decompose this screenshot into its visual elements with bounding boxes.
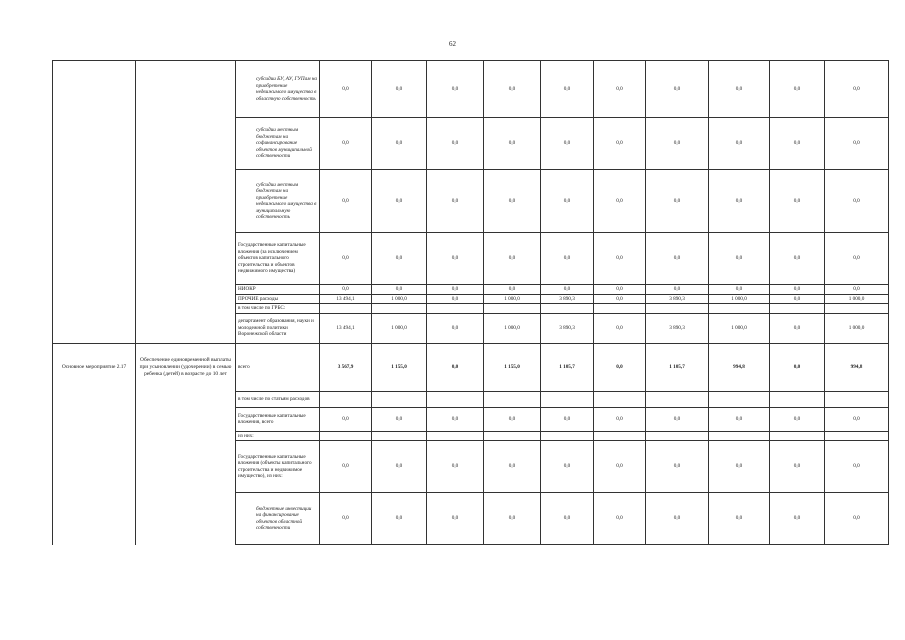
activity-name-cell <box>136 431 236 441</box>
value-cell: 0,0 <box>825 285 889 295</box>
value-cell: 0,0 <box>646 493 709 545</box>
activity-name-cell <box>136 170 236 233</box>
expense-description-cell: в том числе по ГРБС: <box>236 304 320 314</box>
value-cell: 1 000,0 <box>372 313 427 343</box>
activity-code-cell <box>53 285 136 295</box>
value-cell: 0,0 <box>594 61 646 118</box>
value-cell: 1 000,0 <box>709 313 770 343</box>
table-row <box>53 431 889 441</box>
value-cell: 1 000,0 <box>484 313 541 343</box>
activity-code-cell <box>53 441 136 493</box>
value-cell: 0,0 <box>594 294 646 304</box>
table-row <box>53 170 889 233</box>
value-cell: 0,0 <box>825 441 889 493</box>
value-cell <box>541 391 594 407</box>
table-row <box>53 233 889 285</box>
value-cell: 0,0 <box>372 118 427 170</box>
value-cell: 1 105,7 <box>646 343 709 391</box>
value-cell: 3 567,9 <box>320 343 372 391</box>
value-cell: 0,0 <box>594 118 646 170</box>
value-cell: 3 890,3 <box>646 313 709 343</box>
value-cell: 0,0 <box>594 170 646 233</box>
value-cell: 3 890,3 <box>541 294 594 304</box>
value-cell <box>320 431 372 441</box>
value-cell <box>541 431 594 441</box>
activity-name-cell <box>136 313 236 343</box>
expense-description-cell: ПРОЧИЕ расходы <box>236 294 320 304</box>
activity-code-cell <box>53 431 136 441</box>
value-cell: 3 890,3 <box>646 294 709 304</box>
value-cell <box>484 391 541 407</box>
value-cell <box>825 391 889 407</box>
activity-code-cell <box>53 233 136 285</box>
value-cell: 0,0 <box>427 170 484 233</box>
value-cell: 0,0 <box>709 493 770 545</box>
value-cell: 0,0 <box>484 407 541 431</box>
table-row <box>53 61 889 118</box>
activity-name-cell <box>136 118 236 170</box>
value-cell: 0,0 <box>320 407 372 431</box>
value-cell: 0,0 <box>825 233 889 285</box>
value-cell: 0,0 <box>484 441 541 493</box>
activity-name-cell <box>136 61 236 118</box>
value-cell: 0,0 <box>646 407 709 431</box>
value-cell: 13 494,1 <box>320 313 372 343</box>
value-cell: 0,0 <box>825 170 889 233</box>
activity-code-cell <box>53 493 136 545</box>
value-cell: 0,0 <box>427 118 484 170</box>
value-cell: 1 155,0 <box>484 343 541 391</box>
activity-code-cell: Основное мероприятие 2.17 <box>53 343 136 391</box>
value-cell: 0,0 <box>320 493 372 545</box>
expense-description-cell: в том числе по статьям расходов <box>236 391 320 407</box>
activity-code-cell <box>53 407 136 431</box>
value-cell: 0,0 <box>541 61 594 118</box>
expense-description-cell: Государственные капитальные вложения (объекты капитального строительства и недвижимое имущество), из них: <box>236 441 320 493</box>
value-cell: 0,0 <box>646 233 709 285</box>
value-cell: 0,0 <box>594 493 646 545</box>
value-cell <box>427 304 484 314</box>
value-cell: 1 000,0 <box>484 294 541 304</box>
value-cell <box>646 431 709 441</box>
value-cell: 0,0 <box>646 441 709 493</box>
value-cell: 0,0 <box>427 493 484 545</box>
value-cell <box>372 431 427 441</box>
activity-name-cell <box>136 233 236 285</box>
value-cell: 0,0 <box>770 407 825 431</box>
table-row <box>53 391 889 407</box>
activity-code-cell <box>53 391 136 407</box>
activity-name-cell <box>136 441 236 493</box>
value-cell: 0,0 <box>770 118 825 170</box>
value-cell <box>709 431 770 441</box>
expense-description-cell: НИОКР <box>236 285 320 295</box>
value-cell: 0,0 <box>770 441 825 493</box>
table-row <box>53 285 889 295</box>
activity-code-cell <box>53 294 136 304</box>
value-cell: 1 000,0 <box>825 313 889 343</box>
value-cell <box>541 304 594 314</box>
activity-name-cell <box>136 285 236 295</box>
value-cell: 0,0 <box>320 170 372 233</box>
value-cell: 0,0 <box>484 61 541 118</box>
value-cell: 0,0 <box>372 61 427 118</box>
activity-name-cell <box>136 391 236 407</box>
expense-description-cell: из них: <box>236 431 320 441</box>
table-row <box>53 343 889 391</box>
value-cell: 0,0 <box>484 170 541 233</box>
expense-description-cell: всего <box>236 343 320 391</box>
value-cell: 0,0 <box>770 313 825 343</box>
table-row <box>53 407 889 431</box>
value-cell: 0,0 <box>709 118 770 170</box>
value-cell: 1 000,0 <box>372 294 427 304</box>
table-row <box>53 441 889 493</box>
activity-name-cell <box>136 493 236 545</box>
value-cell <box>594 304 646 314</box>
value-cell <box>427 391 484 407</box>
value-cell <box>594 431 646 441</box>
value-cell <box>770 431 825 441</box>
value-cell: 0,0 <box>320 61 372 118</box>
value-cell: 994,8 <box>825 343 889 391</box>
value-cell: 0,0 <box>825 118 889 170</box>
table-row <box>53 304 889 314</box>
expense-description-cell: субсидии БУ, АУ, ГУПам на приобретение недвижимого имущества в областную собственность <box>236 61 320 118</box>
value-cell: 0,0 <box>427 285 484 295</box>
value-cell: 0,0 <box>541 118 594 170</box>
value-cell: 0,0 <box>427 441 484 493</box>
value-cell: 0,0 <box>541 233 594 285</box>
activity-code-cell <box>53 313 136 343</box>
expense-description-cell: бюджетные инвестиции на финансирование объектов областной собственности <box>236 493 320 545</box>
value-cell: 0,0 <box>709 441 770 493</box>
activity-code-cell <box>53 118 136 170</box>
value-cell: 0,0 <box>825 493 889 545</box>
value-cell <box>709 304 770 314</box>
value-cell: 0,0 <box>770 170 825 233</box>
value-cell: 0,0 <box>372 285 427 295</box>
value-cell: 0,0 <box>427 313 484 343</box>
activity-name-cell <box>136 304 236 314</box>
activity-code-cell <box>53 170 136 233</box>
value-cell: 0,0 <box>770 343 825 391</box>
value-cell: 0,0 <box>372 233 427 285</box>
value-cell: 0,0 <box>427 61 484 118</box>
value-cell: 1 000,0 <box>825 294 889 304</box>
value-cell: 0,0 <box>484 118 541 170</box>
value-cell <box>594 391 646 407</box>
value-cell: 1 105,7 <box>541 343 594 391</box>
value-cell: 0,0 <box>594 407 646 431</box>
value-cell: 0,0 <box>427 294 484 304</box>
value-cell: 0,0 <box>427 233 484 285</box>
value-cell <box>709 391 770 407</box>
value-cell: 0,0 <box>709 170 770 233</box>
value-cell: 0,0 <box>427 407 484 431</box>
value-cell: 0,0 <box>594 233 646 285</box>
value-cell: 0,0 <box>709 407 770 431</box>
table-row <box>53 313 889 343</box>
value-cell <box>646 304 709 314</box>
value-cell: 0,0 <box>541 493 594 545</box>
value-cell: 13 494,1 <box>320 294 372 304</box>
value-cell <box>320 304 372 314</box>
value-cell: 0,0 <box>770 294 825 304</box>
expense-description-cell: Государственные капитальные вложения, всего <box>236 407 320 431</box>
value-cell <box>770 304 825 314</box>
value-cell: 0,0 <box>709 285 770 295</box>
value-cell: 0,0 <box>825 61 889 118</box>
value-cell <box>372 304 427 314</box>
value-cell: 0,0 <box>709 233 770 285</box>
value-cell: 0,0 <box>320 441 372 493</box>
value-cell <box>825 431 889 441</box>
value-cell: 994,8 <box>709 343 770 391</box>
value-cell: 0,0 <box>770 285 825 295</box>
value-cell: 0,0 <box>372 493 427 545</box>
value-cell: 0,0 <box>646 118 709 170</box>
value-cell: 0,0 <box>372 407 427 431</box>
expense-description-cell: субсидии местным бюджетам на софинансирование объектов муниципальной собственности <box>236 118 320 170</box>
value-cell <box>646 391 709 407</box>
value-cell: 0,0 <box>484 493 541 545</box>
value-cell: 0,0 <box>372 170 427 233</box>
expense-description-cell: Государственные капитальные вложения (за исключением объектов капитального строительства и объектов недвижимого имущества) <box>236 233 320 285</box>
value-cell: 0,0 <box>541 285 594 295</box>
value-cell: 0,0 <box>646 285 709 295</box>
value-cell: 0,0 <box>541 170 594 233</box>
value-cell <box>427 431 484 441</box>
value-cell: 1 000,0 <box>709 294 770 304</box>
expense-description-cell: субсидии местным бюджетам на приобретение недвижимого имущества в муниципальную собственность <box>236 170 320 233</box>
value-cell <box>825 304 889 314</box>
value-cell: 0,0 <box>594 343 646 391</box>
value-cell <box>770 391 825 407</box>
value-cell: 0,0 <box>594 441 646 493</box>
activity-name-cell <box>136 294 236 304</box>
budget-table <box>52 60 889 545</box>
table-row <box>53 294 889 304</box>
value-cell: 0,0 <box>541 407 594 431</box>
activity-code-cell <box>53 61 136 118</box>
expense-description-cell: департамент образования, науки и молодежной политики Воронежской области <box>236 313 320 343</box>
value-cell <box>484 431 541 441</box>
value-cell: 0,0 <box>646 170 709 233</box>
value-cell: 0,0 <box>594 313 646 343</box>
page-number: 62 <box>449 40 456 48</box>
activity-code-cell <box>53 304 136 314</box>
value-cell: 0,0 <box>320 118 372 170</box>
value-cell: 0,0 <box>541 441 594 493</box>
value-cell: 0,0 <box>646 61 709 118</box>
value-cell: 0,0 <box>484 285 541 295</box>
value-cell: 0,0 <box>709 61 770 118</box>
value-cell: 0,0 <box>484 233 541 285</box>
value-cell: 3 890,3 <box>541 313 594 343</box>
value-cell: 0,0 <box>825 407 889 431</box>
value-cell <box>484 304 541 314</box>
value-cell: 0,0 <box>770 493 825 545</box>
value-cell: 0,0 <box>372 441 427 493</box>
value-cell: 0,0 <box>594 285 646 295</box>
activity-name-cell: Обеспечение единовременной выплаты при усыновлении (удочерении) в семью ребенка (детей) в возрасте до 10 лет <box>136 343 236 391</box>
value-cell <box>372 391 427 407</box>
table-row <box>53 118 889 170</box>
table-row <box>53 493 889 545</box>
value-cell: 0,0 <box>770 233 825 285</box>
value-cell: 0,0 <box>320 233 372 285</box>
value-cell: 0,0 <box>320 285 372 295</box>
activity-name-cell <box>136 407 236 431</box>
value-cell <box>320 391 372 407</box>
value-cell: 0,0 <box>427 343 484 391</box>
value-cell: 0,0 <box>770 61 825 118</box>
value-cell: 1 155,0 <box>372 343 427 391</box>
